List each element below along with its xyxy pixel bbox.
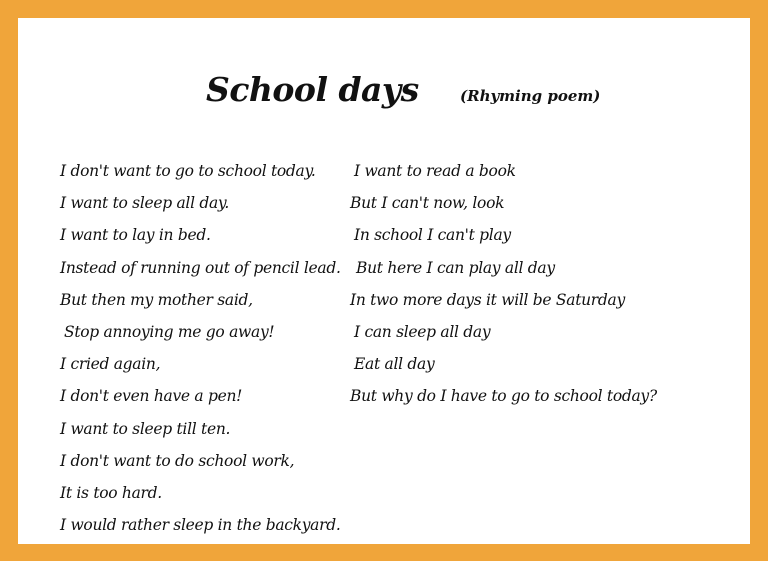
right-stanza [350,155,657,413]
poem-line: I want to read a book [354,162,516,180]
poem-line: I can sleep all day [354,322,491,341]
poem-line: But then my mother said, [60,290,253,309]
poem-subtitle: (Rhyming poem) [460,87,601,105]
poem-line: But why do I have to go to school today? [350,387,657,406]
poem-page [18,18,750,544]
poem-line: But here I can play all day [356,258,555,277]
poem-line: In school I can't play [354,226,511,245]
poem-line: In two more days it will be Saturday [350,290,625,309]
poem-line: I don't want to go to school today. [60,162,316,180]
poem-line: But I can't now, look [350,194,505,213]
poem-title: School days [206,70,419,109]
poem-line: Stop annoying me go away! [64,322,275,341]
poem-line: It is too hard. [60,483,162,502]
left-stanza [60,155,341,541]
poem-line: Instead of running out of pencil lead. [60,258,341,277]
poem-line: Eat all day [354,355,435,374]
poem-line: I don't want to do school work, [60,451,295,470]
poem-line: I want to lay in bed. [60,226,211,245]
poem-line: I want to sleep all day. [60,194,229,213]
poem-line: I want to sleep till ten. [60,419,231,438]
poem-line: I cried again, [60,355,161,374]
poem-line: I would rather sleep in the backyard. [60,516,341,535]
poem-line: I don't even have a pen! [60,387,243,406]
